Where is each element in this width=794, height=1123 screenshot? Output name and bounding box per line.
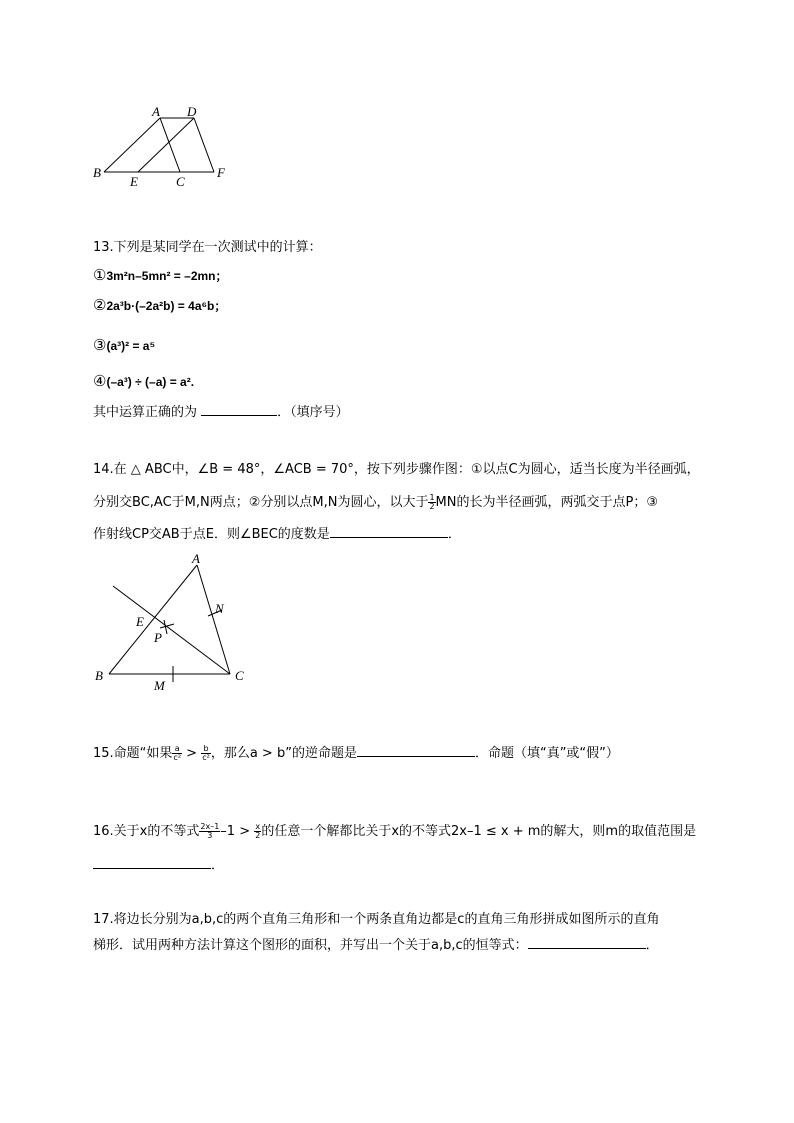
label-d: D (187, 104, 197, 119)
label-a: A (152, 104, 160, 119)
label-e: E (130, 174, 138, 189)
arc-cross-p1 (160, 624, 174, 628)
q15-line: 15.命题“如果 $\frac{a}{\text{c²}}$ > $\frac{b}{\text{c²}}$ ，那么a > b”的逆命题是 ．命题（填“真”或“假”） (93, 744, 619, 762)
label-c: C (235, 668, 244, 683)
fraction-b-over-c2: $\frac{b}{\text{c²}}$ (202, 744, 210, 762)
q13-answer-line: 其中运算正确的为 ．（填序号） (93, 405, 349, 420)
q17-line-1: 17.将边长分别为a,b,c的两个直角三角形和一个两条直角边都是c的直角三角形拼成如图所示的直角 (93, 912, 660, 927)
q17-answer-blank[interactable] (528, 936, 646, 949)
fraction-2x-1-over-3: $\frac{2x-1}{3}$ (200, 822, 220, 840)
q14-line-1: 14.在 △ ABC中，∠B = 48°，∠ACB = 70°，按下列步骤作图：①以点C为圆心，适当长度为半径画弧， (93, 462, 700, 477)
side-ac (197, 565, 230, 674)
label-n: N (215, 601, 224, 616)
q14-line-3: 作射线CP交AB于点E．则∠BEC的度数是 ． (93, 527, 461, 542)
q13-item-1: ①3m²n–5mn² = –2mn； (93, 267, 228, 284)
q13-item-3: ③(a³)² = a⁵ (93, 337, 156, 354)
q14-line-2: 分别交BC,AC于M,N两点；②分别以点M,N为圆心，以大于 $\frac{1}{2}$ MN的长为半径画弧，两弧交于点P；③ (93, 493, 658, 511)
figure-parallelogram (90, 100, 240, 195)
label-b: B (93, 165, 101, 180)
q13-item-2: ②2a³b·(–2a²b) = 4a⁶b； (93, 297, 227, 314)
q14-answer-blank[interactable] (330, 525, 448, 538)
label-a: A (192, 551, 200, 566)
q16-answer-blank[interactable] (93, 856, 211, 869)
fraction-x-over-2: $\frac{x}{2}$ (255, 822, 261, 840)
segment-ed (138, 118, 194, 172)
q13-stem: 13.下列是某同学在一次测试中的计算： (93, 240, 322, 255)
q13-item-4: ④(–a³) ÷ (–a) = a². (93, 373, 195, 390)
fraction-one-half: $\frac{1}{2}$ (429, 493, 435, 511)
q16-line-1: 16.关于x的不等式 $\frac{2x-1}{3}$ –1 > $\frac{x}{2}$ 的任意一个解都比关于x的不等式2x–1 ≤ x + m的解大，则m的取值范围是 (93, 822, 697, 840)
ray-cp (113, 586, 230, 674)
segment-ba (104, 118, 160, 172)
label-c: C (176, 174, 185, 189)
q16-line-2: ． (93, 856, 224, 874)
fraction-a-over-c2: $\frac{a}{\text{c²}}$ (173, 744, 182, 762)
label-f: F (217, 165, 225, 180)
segment-ac (160, 118, 180, 172)
q15-answer-blank[interactable] (357, 744, 475, 757)
segment-df (194, 118, 214, 172)
q17-line-2: 梯形．试用两种方法计算这个图形的面积，并写出一个关于a,b,c的恒等式： ． (93, 938, 659, 953)
label-m: M (154, 678, 165, 693)
label-b: B (95, 668, 103, 683)
label-p: P (154, 630, 162, 645)
q13-answer-blank[interactable] (201, 403, 277, 416)
label-e: E (136, 614, 144, 629)
side-ba (109, 565, 197, 674)
figure-triangle-construction (90, 550, 260, 695)
